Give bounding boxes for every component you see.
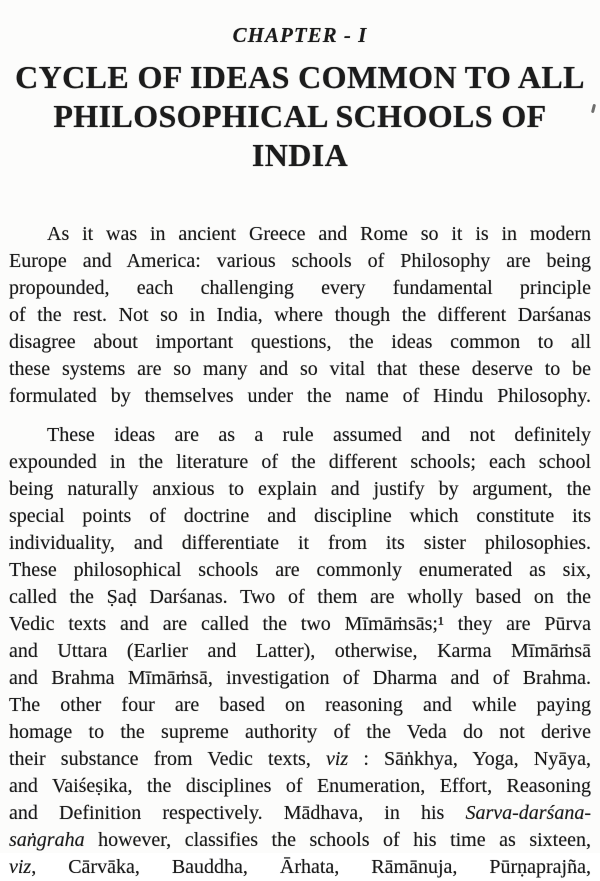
text-line: and Definition respectively. Mādhava, in his Sarva-darśana- [9, 802, 591, 824]
text-line: special points of doctrine and discipline which constitute its [9, 505, 591, 527]
text-line: These ideas are as a rule assumed and not definitely [47, 424, 591, 446]
text-line: propounded, each challenging every fundamental principle [9, 277, 591, 299]
body-text [9, 221, 591, 881]
text-line: These philosophical schools are commonly enumerated as six, [9, 559, 591, 581]
text-line: The other four are based on reasoning and while paying [9, 694, 591, 716]
text-line: formulated by themselves under the name of Hindu Philosophy. [9, 385, 591, 407]
text-line: called the Ṣaḍ Darśanas. Two of them are wholly based on the [9, 586, 591, 608]
text-line: Vedic texts and are called the two Mīmāṁsās;¹ they are Pūrva [9, 613, 591, 635]
text-line: and Brahma Mīmāṁsā, investigation of Dharma and of Brahma. [9, 667, 591, 689]
chapter-heading: CHAPTER - I [232, 23, 368, 47]
text-line: these systems are so many and so vital that these deserve to be [9, 358, 591, 380]
text-line: of the rest. Not so in India, where though the different Darśanas [9, 304, 591, 326]
text-line: individuality, and differentiate it from its sister philosophies. [9, 532, 591, 554]
title-line-1: CYCLE OF IDEAS COMMON TO ALL [15, 59, 585, 95]
text-line: homage to the supreme authority of the Veda do not derive [9, 721, 591, 743]
page-title [9, 58, 591, 175]
scan-artifact [591, 104, 596, 113]
text-line: Europe and America: various schools of Philosophy are being [9, 250, 591, 272]
text-line: and Uttara (Earlier and Latter), otherwise, Karma Mīmāṁsā [9, 640, 591, 662]
text-line: As it was in ancient Greece and Rome so it is in modern [47, 223, 591, 245]
text-line: their substance from Vedic texts, viz : Sāṅkhya, Yoga, Nyāya, [9, 748, 591, 770]
text-line: expounded in the literature of the different schools; each school [9, 451, 591, 473]
text-line: being naturally anxious to explain and justify by argument, the [9, 478, 591, 500]
text-line: saṅgraha however, classifies the schools of his time as sixteen, [9, 829, 591, 851]
text-line: and Vaiśeṣika, the disciplines of Enumeration, Effort, Reasoning [9, 775, 591, 797]
text-line: disagree about important questions, the ideas common to all [9, 331, 591, 353]
paragraph [9, 221, 591, 410]
paragraph [9, 422, 591, 881]
text-line: viz, Cārvāka, Bauddha, Ārhata, Rāmānuja, Pūrṇaprajña, [9, 856, 591, 878]
title-line-2: PHILOSOPHICAL SCHOOLS OF INDIA [53, 98, 547, 173]
